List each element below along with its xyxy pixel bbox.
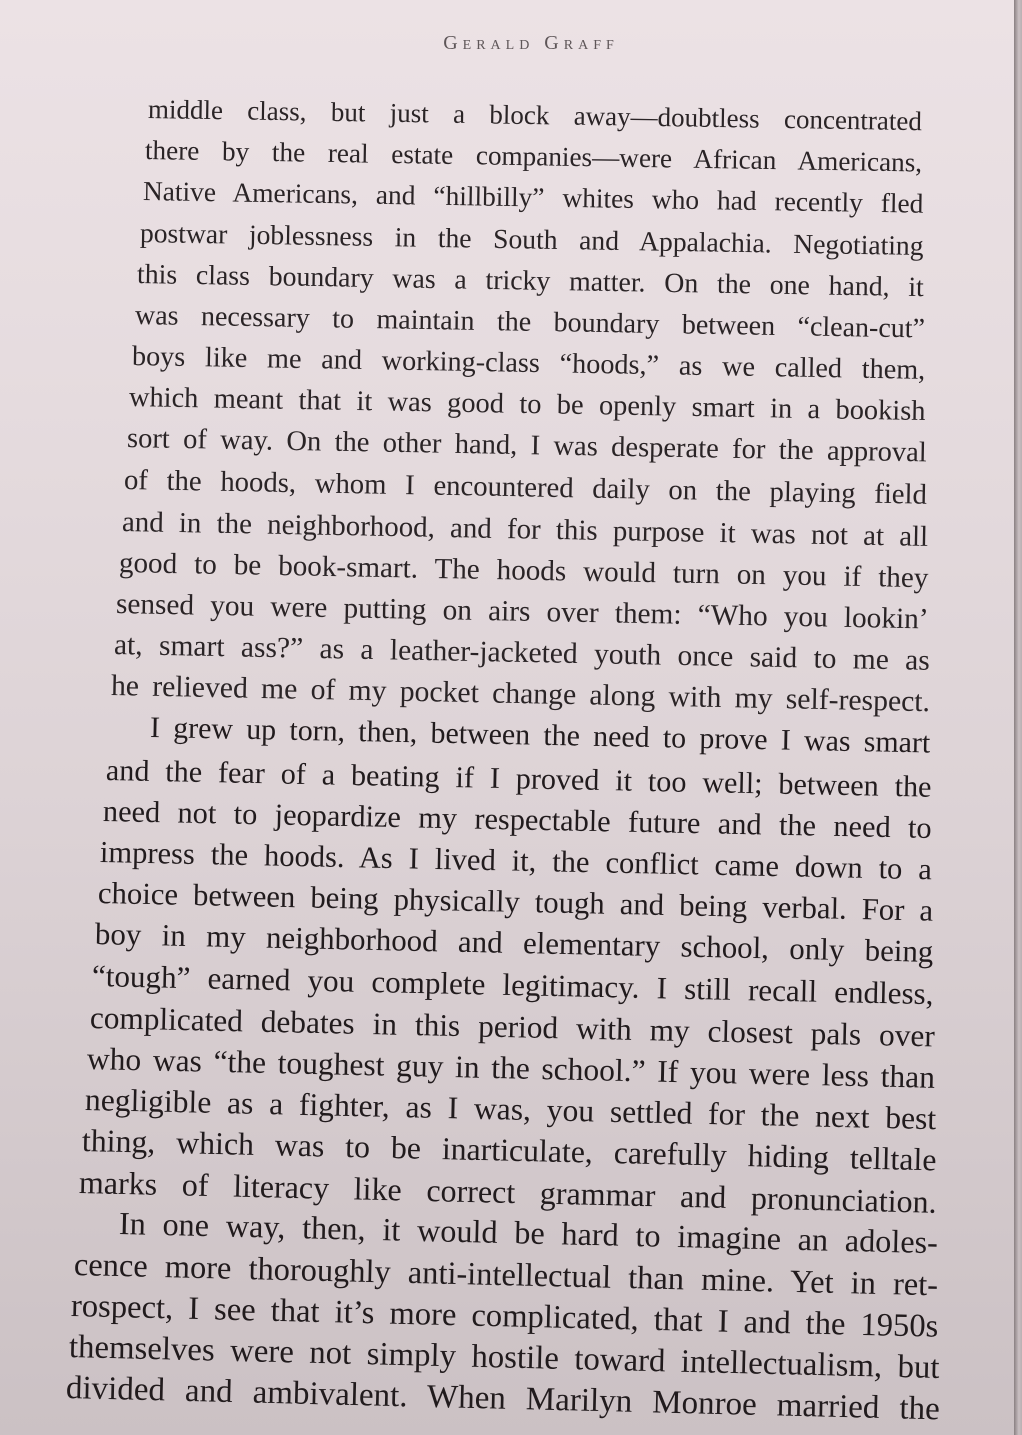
body-text (0, 96, 1022, 1426)
text-line: choice between being physically tough and being verbal. For a (97, 876, 934, 928)
text-line: “tough” earned you complete legitimacy. I still recall endless, (92, 958, 935, 1012)
text-line: good to be book-smart. The hoods would turn on you if they (118, 546, 929, 595)
text-line: marks of literacy like correct grammar and pronunciation. (78, 1164, 938, 1220)
text-line: there by the real estate companies—were African Americans, (145, 135, 923, 178)
text-line: Native Americans, and “hillbilly” whites who had recently fled (142, 176, 924, 219)
text-line: thing, which was to be inarticulate, carefully hiding telltale (81, 1123, 937, 1178)
text-line: divided and ambivalent. When Marilyn Monroe married the (65, 1370, 941, 1428)
text-line: boys like me and working-class “hoods,” as we called them, (131, 340, 926, 386)
text-line: need not to jeopardize my respectable future and the need to (102, 793, 933, 845)
text-line: sort of way. On the other hand, I was desperate for the approval (126, 423, 927, 469)
text-line: boy in my neighborhood and elementary school, only being (94, 916, 934, 970)
text-line: themselves were not simply hostile toward intellectualism, but (68, 1328, 940, 1386)
text-line: I grew up torn, then, between the need to prove I was smart (149, 711, 931, 760)
text-line: middle class, but just a block away—doubtless concentrated (147, 94, 923, 137)
text-line: which meant that it was good to be openly smart in a bookish (129, 382, 927, 428)
text-line: at, smart ass?” as a leather-jacketed youth once said to me as (113, 629, 930, 677)
text-line: who was “the toughest guy in the school.” If you were less than (86, 1040, 936, 1095)
text-line: and in the neighborhood, and for this purpose it was not at all (121, 505, 928, 553)
text-line: sensed you were putting on airs over them: “Who you lookin’ (115, 587, 930, 636)
text-line: rospect, I see that it’s more complicated, that I and the 1950s (70, 1287, 940, 1345)
text-line: cence more thoroughly anti-intellectual than mine. Yet in ret- (73, 1246, 939, 1303)
page-edge (1014, 0, 1022, 1435)
text-line: complicated debates in this period with my closest pals over (89, 999, 935, 1053)
text-line: of the hoods, whom I encountered daily on the playing field (123, 464, 928, 512)
text-line: In one way, then, it would be hard to imagine an adoles- (118, 1205, 938, 1261)
text-line: negligible as a fighter, as I was, you settled for the next best (84, 1081, 937, 1137)
text-line: this class boundary was a tricky matter. On the one hand, it (137, 258, 925, 303)
text-line: he relieved me of my pocket change along with my self-respect. (110, 670, 931, 719)
text-line: postwar joblessness in the South and Appalachia. Negotiating (139, 217, 924, 262)
text-line: and the fear of a beating if I proved it too well; between the (105, 752, 932, 804)
running-head: Gerald Graff (443, 32, 619, 54)
text-line: impress the hoods. As I lived it, the conflict came down to a (100, 834, 933, 887)
text-line: was necessary to maintain the boundary between “clean-cut” (134, 299, 926, 345)
